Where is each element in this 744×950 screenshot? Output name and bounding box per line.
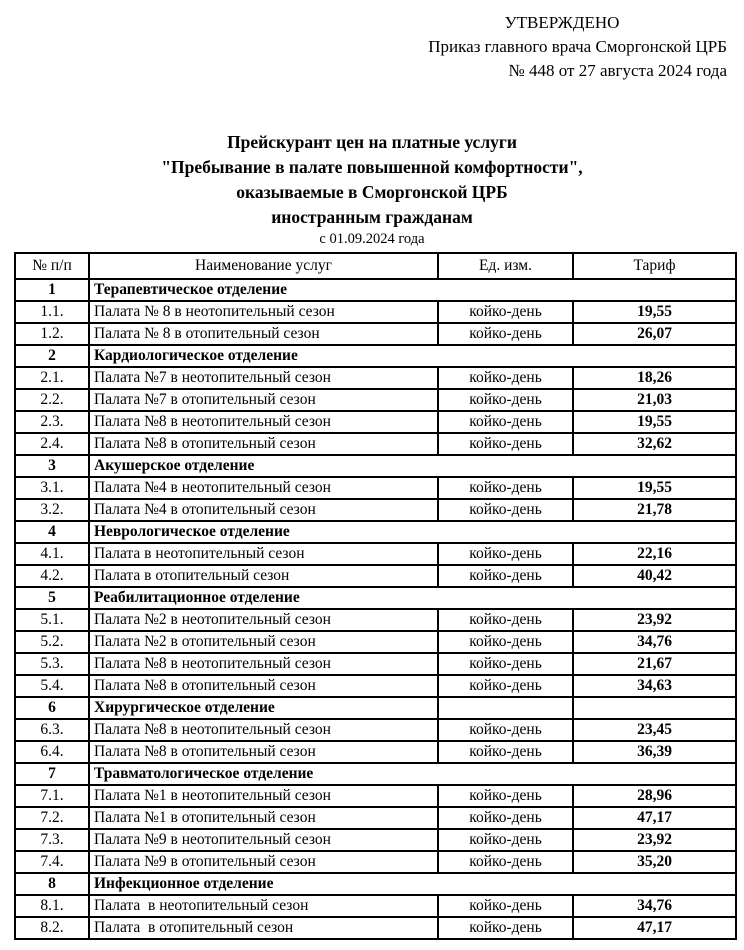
table-row xyxy=(15,433,736,455)
unit-cell: койко-день xyxy=(438,917,573,939)
section-name: Терапевтическое отделение xyxy=(89,279,736,301)
section-name: Травматологическое отделение xyxy=(89,763,736,785)
tariff-cell: 34,76 xyxy=(573,631,736,653)
row-number: 5.2. xyxy=(15,631,89,653)
tariff-cell: 34,63 xyxy=(573,675,736,697)
table-row xyxy=(15,565,736,587)
service-name: Палата №2 в неотопительный сезон xyxy=(89,609,438,631)
table-row xyxy=(15,675,736,697)
row-number: 5.3. xyxy=(15,653,89,675)
service-name: Палата №8 в отопительный сезон xyxy=(89,675,438,697)
service-name: Палата № 8 в неотопительный сезон xyxy=(89,301,438,323)
unit-cell: койко-день xyxy=(438,631,573,653)
row-number: 5.4. xyxy=(15,675,89,697)
section-name: Инфекционное отделение xyxy=(89,873,736,895)
row-number: 7 xyxy=(15,763,89,785)
unit-cell: койко-день xyxy=(438,433,573,455)
unit-cell: койко-день xyxy=(438,543,573,565)
section-name: Хирургическое отделение xyxy=(89,697,438,719)
row-number: 7.2. xyxy=(15,807,89,829)
table-row xyxy=(15,895,736,917)
row-number: 2 xyxy=(15,345,89,367)
unit-cell: койко-день xyxy=(438,301,573,323)
unit-cell: койко-день xyxy=(438,741,573,763)
price-table-body xyxy=(15,279,736,939)
row-number: 2.3. xyxy=(15,411,89,433)
row-number: 4 xyxy=(15,521,89,543)
price-table-header xyxy=(15,253,736,279)
unit-cell: койко-день xyxy=(438,323,573,345)
row-number: 8.1. xyxy=(15,895,89,917)
row-number: 3 xyxy=(15,455,89,477)
tariff-cell: 21,03 xyxy=(573,389,736,411)
column-header-tariff: Тариф xyxy=(573,253,736,279)
table-row xyxy=(15,741,736,763)
table-row xyxy=(15,719,736,741)
table-row xyxy=(15,785,736,807)
table-row xyxy=(15,389,736,411)
tariff-cell: 19,55 xyxy=(573,477,736,499)
title-line-4: иностранным гражданам xyxy=(271,207,473,227)
table-row xyxy=(15,301,736,323)
row-number: 3.1. xyxy=(15,477,89,499)
table-row xyxy=(15,499,736,521)
tariff-cell: 32,62 xyxy=(573,433,736,455)
approval-block xyxy=(397,11,727,83)
title-line-3: оказываемые в Сморгонской ЦРБ xyxy=(236,182,508,202)
effective-date: с 01.09.2024 года xyxy=(319,231,425,247)
row-number: 2.1. xyxy=(15,367,89,389)
tariff-cell: 28,96 xyxy=(573,785,736,807)
unit-cell: койко-день xyxy=(438,477,573,499)
unit-cell: койко-день xyxy=(438,675,573,697)
section-name: Кардиологическое отделение xyxy=(89,345,736,367)
service-name: Палата в отопительный сезон xyxy=(89,917,438,939)
section-row xyxy=(15,697,736,719)
row-number: 2.2. xyxy=(15,389,89,411)
table-row xyxy=(15,609,736,631)
tariff-cell xyxy=(573,697,736,719)
document-page xyxy=(0,11,744,950)
tariff-cell: 19,55 xyxy=(573,301,736,323)
unit-cell: койко-день xyxy=(438,653,573,675)
section-row xyxy=(15,455,736,477)
row-number: 4.1. xyxy=(15,543,89,565)
document-title xyxy=(0,130,744,248)
table-row xyxy=(15,807,736,829)
table-row xyxy=(15,411,736,433)
table-row xyxy=(15,631,736,653)
row-number: 2.4. xyxy=(15,433,89,455)
row-number: 7.4. xyxy=(15,851,89,873)
service-name: Палата в неотопительный сезон xyxy=(89,895,438,917)
section-row xyxy=(15,279,736,301)
title-line-2: "Пребывание в палате повышенной комфортности", xyxy=(161,157,583,177)
unit-cell: койко-день xyxy=(438,411,573,433)
unit-cell: койко-день xyxy=(438,851,573,873)
service-name: Палата № 8 в отопительный сезон xyxy=(89,323,438,345)
section-name: Акушерское отделение xyxy=(89,455,736,477)
tariff-cell: 22,16 xyxy=(573,543,736,565)
unit-cell: койко-день xyxy=(438,389,573,411)
section-name: Реабилитационное отделение xyxy=(89,587,736,609)
row-number: 7.3. xyxy=(15,829,89,851)
section-name: Неврологическое отделение xyxy=(89,521,736,543)
unit-cell xyxy=(438,697,573,719)
unit-cell: койко-день xyxy=(438,609,573,631)
table-row xyxy=(15,477,736,499)
column-header-unit: Ед. изм. xyxy=(438,253,573,279)
column-header-service-name: Наименование услуг xyxy=(89,253,438,279)
service-name: Палата №8 в неотопительный сезон xyxy=(89,411,438,433)
section-row xyxy=(15,763,736,785)
service-name: Палата №4 в отопительный сезон xyxy=(89,499,438,521)
service-name: Палата в неотопительный сезон xyxy=(89,543,438,565)
service-name: Палата №2 в отопительный сезон xyxy=(89,631,438,653)
section-row xyxy=(15,345,736,367)
service-name: Палата №8 в отопительный сезон xyxy=(89,433,438,455)
tariff-cell: 47,17 xyxy=(573,807,736,829)
row-number: 3.2. xyxy=(15,499,89,521)
unit-cell: койко-день xyxy=(438,565,573,587)
unit-cell: койко-день xyxy=(438,499,573,521)
price-table xyxy=(14,252,737,940)
row-number: 8.2. xyxy=(15,917,89,939)
row-number: 6 xyxy=(15,697,89,719)
row-number: 1.1. xyxy=(15,301,89,323)
service-name: Палата №8 в неотопительный сезон xyxy=(89,653,438,675)
approval-line-2: Приказ главного врача Сморгонской ЦРБ xyxy=(428,37,727,56)
unit-cell: койко-день xyxy=(438,895,573,917)
table-row xyxy=(15,829,736,851)
table-row xyxy=(15,653,736,675)
table-row xyxy=(15,851,736,873)
header-row xyxy=(15,253,736,279)
service-name: Палата в отопительный сезон xyxy=(89,565,438,587)
service-name: Палата №9 в неотопительный сезон xyxy=(89,829,438,851)
row-number: 5 xyxy=(15,587,89,609)
row-number: 1.2. xyxy=(15,323,89,345)
tariff-cell: 21,78 xyxy=(573,499,736,521)
service-name: Палата №7 в отопительный сезон xyxy=(89,389,438,411)
table-row xyxy=(15,543,736,565)
tariff-cell: 47,17 xyxy=(573,917,736,939)
tariff-cell: 23,45 xyxy=(573,719,736,741)
row-number: 6.4. xyxy=(15,741,89,763)
column-header-number: № п/п xyxy=(15,253,89,279)
row-number: 6.3. xyxy=(15,719,89,741)
tariff-cell: 34,76 xyxy=(573,895,736,917)
tariff-cell: 36,39 xyxy=(573,741,736,763)
approval-line-3: № 448 от 27 августа 2024 года xyxy=(508,61,727,80)
tariff-cell: 26,07 xyxy=(573,323,736,345)
row-number: 5.1. xyxy=(15,609,89,631)
section-row xyxy=(15,587,736,609)
row-number: 7.1. xyxy=(15,785,89,807)
service-name: Палата №9 в отопительный сезон xyxy=(89,851,438,873)
row-number: 1 xyxy=(15,279,89,301)
tariff-cell: 18,26 xyxy=(573,367,736,389)
table-row xyxy=(15,917,736,939)
tariff-cell: 23,92 xyxy=(573,609,736,631)
service-name: Палата №8 в отопительный сезон xyxy=(89,741,438,763)
table-row xyxy=(15,323,736,345)
tariff-cell: 19,55 xyxy=(573,411,736,433)
section-row xyxy=(15,873,736,895)
unit-cell: койко-день xyxy=(438,807,573,829)
tariff-cell: 21,67 xyxy=(573,653,736,675)
unit-cell: койко-день xyxy=(438,829,573,851)
section-row xyxy=(15,521,736,543)
tariff-cell: 35,20 xyxy=(573,851,736,873)
service-name: Палата №4 в неотопительный сезон xyxy=(89,477,438,499)
unit-cell: койко-день xyxy=(438,367,573,389)
service-name: Палата №8 в неотопительный сезон xyxy=(89,719,438,741)
service-name: Палата №1 в неотопительный сезон xyxy=(89,785,438,807)
service-name: Палата №7 в неотопительный сезон xyxy=(89,367,438,389)
approval-line-1: УТВЕРЖДЕНО xyxy=(504,13,620,32)
table-row xyxy=(15,367,736,389)
title-line-1: Прейскурант цен на платные услуги xyxy=(227,132,517,152)
unit-cell: койко-день xyxy=(438,785,573,807)
tariff-cell: 40,42 xyxy=(573,565,736,587)
service-name: Палата №1 в отопительный сезон xyxy=(89,807,438,829)
row-number: 8 xyxy=(15,873,89,895)
tariff-cell: 23,92 xyxy=(573,829,736,851)
row-number: 4.2. xyxy=(15,565,89,587)
unit-cell: койко-день xyxy=(438,719,573,741)
